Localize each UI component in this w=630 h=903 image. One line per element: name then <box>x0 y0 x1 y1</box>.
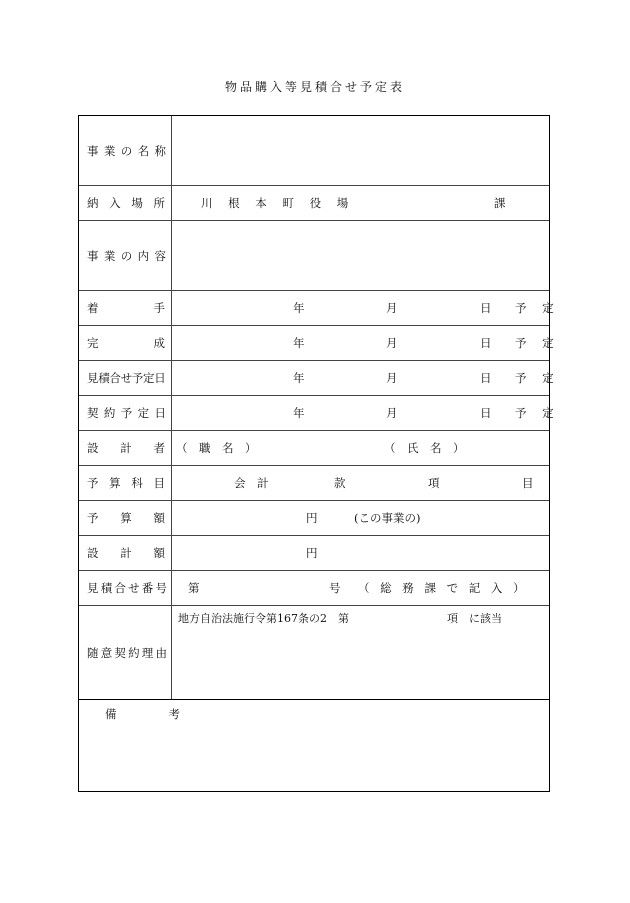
design-amount-field[interactable] <box>172 536 549 570</box>
discretionary-reason-field[interactable] <box>172 606 549 699</box>
row-budget-item <box>79 466 549 501</box>
label-discretionary-reason: 随 意 契 約 理 由 <box>79 606 172 699</box>
month-text: 月 <box>386 406 398 420</box>
project-content-field[interactable] <box>172 221 549 290</box>
scheduled-text: 予 定 <box>515 406 560 420</box>
month-text: 月 <box>386 336 398 350</box>
year-text: 年 <box>293 301 305 315</box>
row-start <box>79 291 560 326</box>
scheduled-text: 予 定 <box>515 301 560 315</box>
row-budget-amount <box>79 501 549 536</box>
dai-text: 第 <box>188 581 200 595</box>
budget-item-field[interactable] <box>172 466 549 500</box>
scheduled-text: 予 定 <box>515 336 560 350</box>
section-text: 課 <box>494 196 506 210</box>
row-estimate-date <box>79 361 560 396</box>
year-text: 年 <box>293 371 305 385</box>
label-contract-date: 契 約 予 定 日 <box>79 396 172 430</box>
budget-note-text: (この事業の) <box>354 511 421 525</box>
row-contract-date <box>79 396 560 431</box>
reason-suffix-text: 項 に該当 <box>447 612 502 625</box>
row-completion <box>79 326 560 361</box>
kou-text: 項 <box>428 476 440 490</box>
label-completion: 完 成 <box>79 326 172 360</box>
moku-text: 目 <box>522 476 534 490</box>
form-title: 物品購入等見積合せ予定表 <box>224 80 405 94</box>
remarks-label: 備 考 <box>105 707 180 721</box>
gou-text: 号 <box>329 581 341 595</box>
project-name-field[interactable] <box>172 116 549 185</box>
year-text: 年 <box>293 336 305 350</box>
remarks-section[interactable] <box>79 700 549 792</box>
row-delivery-place <box>79 186 549 221</box>
label-project-content: 事 業 の 内 容 <box>79 221 172 290</box>
account-text: 会 計 <box>234 476 273 490</box>
row-project-name <box>79 116 549 186</box>
delivery-location-text: 川 根 本 町 役 場 <box>201 196 355 210</box>
designer-field[interactable] <box>172 431 549 465</box>
year-text: 年 <box>293 406 305 420</box>
yen-text: 円 <box>306 511 318 525</box>
day-text: 日 <box>480 371 492 385</box>
row-project-content <box>79 221 549 291</box>
label-estimate-number: 見 積 合 せ 番 号 <box>79 571 172 605</box>
estimate-schedule-form <box>78 115 560 792</box>
day-text: 日 <box>480 336 492 350</box>
name-text: （ 氏 名 ） <box>384 441 465 455</box>
label-estimate-date: 見積合せ予定日 <box>79 361 172 395</box>
label-project-name: 事 業 の 名 称 <box>79 116 172 185</box>
contract-date-field[interactable] <box>172 396 560 430</box>
label-budget-item: 予 算 科 目 <box>79 466 172 500</box>
day-text: 日 <box>480 406 492 420</box>
completion-date-field[interactable] <box>172 326 560 360</box>
soumu-note-text: （ 総 務 課 で 記 入 ） <box>358 581 529 595</box>
row-design-amount <box>79 536 549 571</box>
label-budget-amount: 予 算 額 <box>79 501 172 535</box>
row-designer <box>79 431 549 466</box>
budget-amount-field[interactable] <box>172 501 549 535</box>
scheduled-text: 予 定 <box>515 371 560 385</box>
day-text: 日 <box>480 301 492 315</box>
month-text: 月 <box>386 301 398 315</box>
kan-text: 款 <box>334 476 346 490</box>
month-text: 月 <box>386 371 398 385</box>
label-designer: 設 計 者 <box>79 431 172 465</box>
position-text: （ 職 名 ） <box>176 441 257 455</box>
estimate-number-field[interactable] <box>172 571 549 605</box>
delivery-place-field[interactable] <box>172 186 549 220</box>
label-start: 着 手 <box>79 291 172 325</box>
yen-text: 円 <box>306 546 318 560</box>
estimate-date-field[interactable] <box>172 361 560 395</box>
reason-prefix-text: 地方自治法施行令第167条の2 第 <box>178 612 349 625</box>
label-delivery-place: 納 入 場 所 <box>79 186 172 220</box>
row-estimate-number <box>79 571 549 606</box>
label-design-amount: 設 計 額 <box>79 536 172 570</box>
row-discretionary-reason <box>79 606 549 700</box>
start-date-field[interactable] <box>172 291 560 325</box>
